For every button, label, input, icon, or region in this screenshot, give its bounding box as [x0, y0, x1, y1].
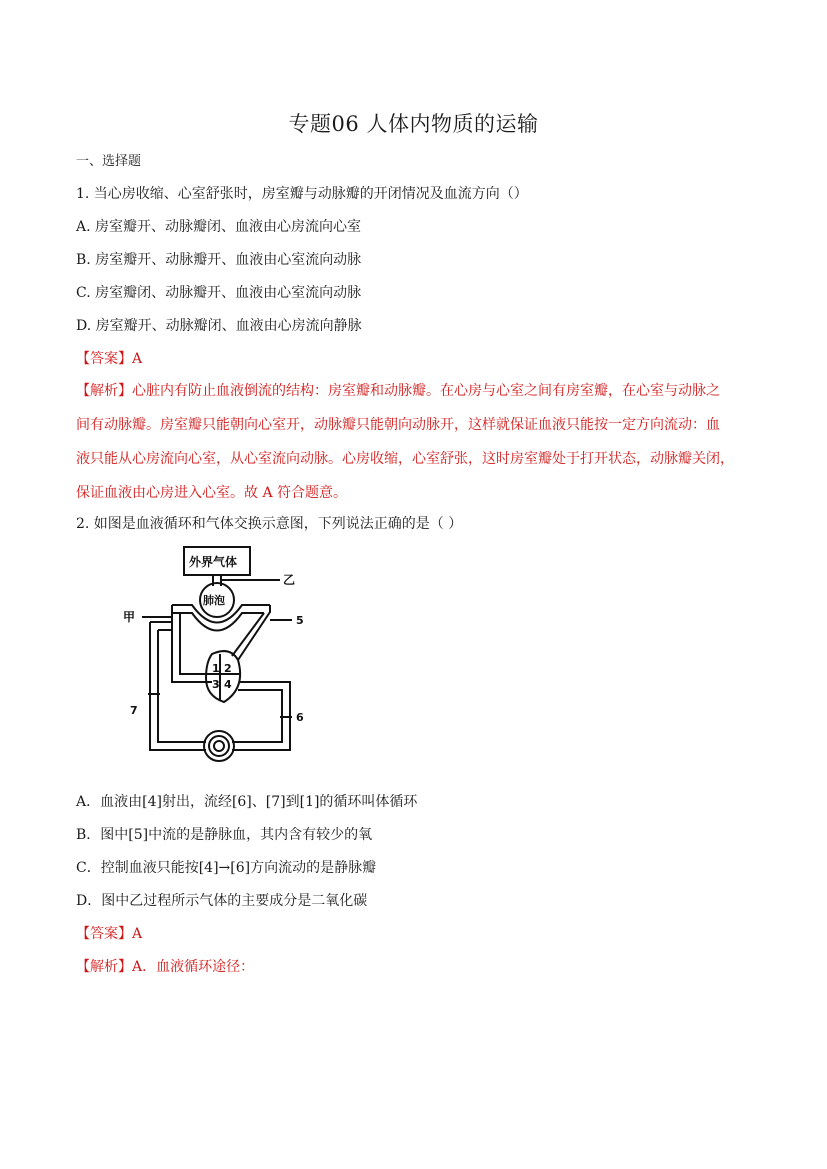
q1-option-a: A. 房室瓣开、动脉瓣闭、血液由心房流向心室 [76, 219, 362, 235]
diagram-label-yi: 乙 [283, 573, 296, 587]
q2-answer: 【答案】A [76, 926, 143, 942]
q1-stem: 1. 当心房收缩、心室舒张时，房室瓣与动脉瓣的开闭情况及血流方向（） [76, 186, 528, 202]
diagram-label-1: 1 [212, 662, 220, 675]
diagram-label-outside-air: 外界气体 [189, 555, 238, 569]
q1-analysis-line: 【解析】心脏内有防止血液倒流的结构：房室瓣和动脉瓣。在心房与心室之间有房室瓣，在心室与动脉之 [76, 383, 720, 399]
diagram-label-7: 7 [130, 704, 138, 717]
q1-analysis [76, 374, 760, 510]
q1-answer: 【答案】A [76, 351, 143, 367]
q2-option-a: A．血液由[4]射出，流经[6]、[7]到[1]的循环叫体循环 [76, 794, 418, 810]
q1-analysis-line: 间有动脉瓣。房室瓣只能朝向心室开，动脉瓣只能朝向动脉开，这样就保证血液只能按一定方向流动：血 [76, 417, 720, 433]
q2-option-d: D．图中乙过程所示气体的主要成分是二氧化碳 [76, 893, 368, 909]
page-title: 专题06 人体内物质的运输 [288, 112, 539, 136]
section-heading: 一、选择题 [76, 154, 142, 169]
q1-analysis-line: 液只能从心房流向心室，从心室流向动脉。心房收缩，心室舒张，这时房室瓣处于打开状态，动脉瓣关闭， [76, 451, 734, 467]
diagram-label-4: 4 [224, 678, 232, 691]
q2-stem: 2. 如图是血液循环和气体交换示意图，下列说法正确的是（ ） [76, 516, 463, 532]
q1-option-c: C. 房室瓣闭、动脉瓣开、血液由心室流向动脉 [76, 285, 362, 301]
q2-analysis: 【解析】A．血液循环途径： [76, 959, 255, 975]
diagram-label-3: 3 [212, 678, 220, 691]
diagram-label-5: 5 [296, 614, 304, 627]
q1-analysis-line: 保证血液由心房进入心室。故 A 符合题意。 [76, 485, 348, 501]
diagram-label-6: 6 [296, 711, 304, 724]
diagram-label-2: 2 [224, 662, 232, 675]
q1-option-b: B. 房室瓣开、动脉瓣开、血液由心室流向动脉 [76, 252, 362, 268]
diagram-label-jia: 甲 [123, 610, 136, 624]
diagram-label-alveoli: 肺泡 [203, 594, 225, 607]
q1-option-d: D. 房室瓣开、动脉瓣闭、血液由心房流向静脉 [76, 318, 362, 334]
q2-option-b: B．图中[5]中流的是静脉血，其内含有较少的氧 [76, 827, 373, 843]
q2-option-c: C．控制血液只能按[4]→[6]方向流动的是静脉瓣 [76, 860, 377, 876]
circulation-diagram [120, 542, 320, 777]
